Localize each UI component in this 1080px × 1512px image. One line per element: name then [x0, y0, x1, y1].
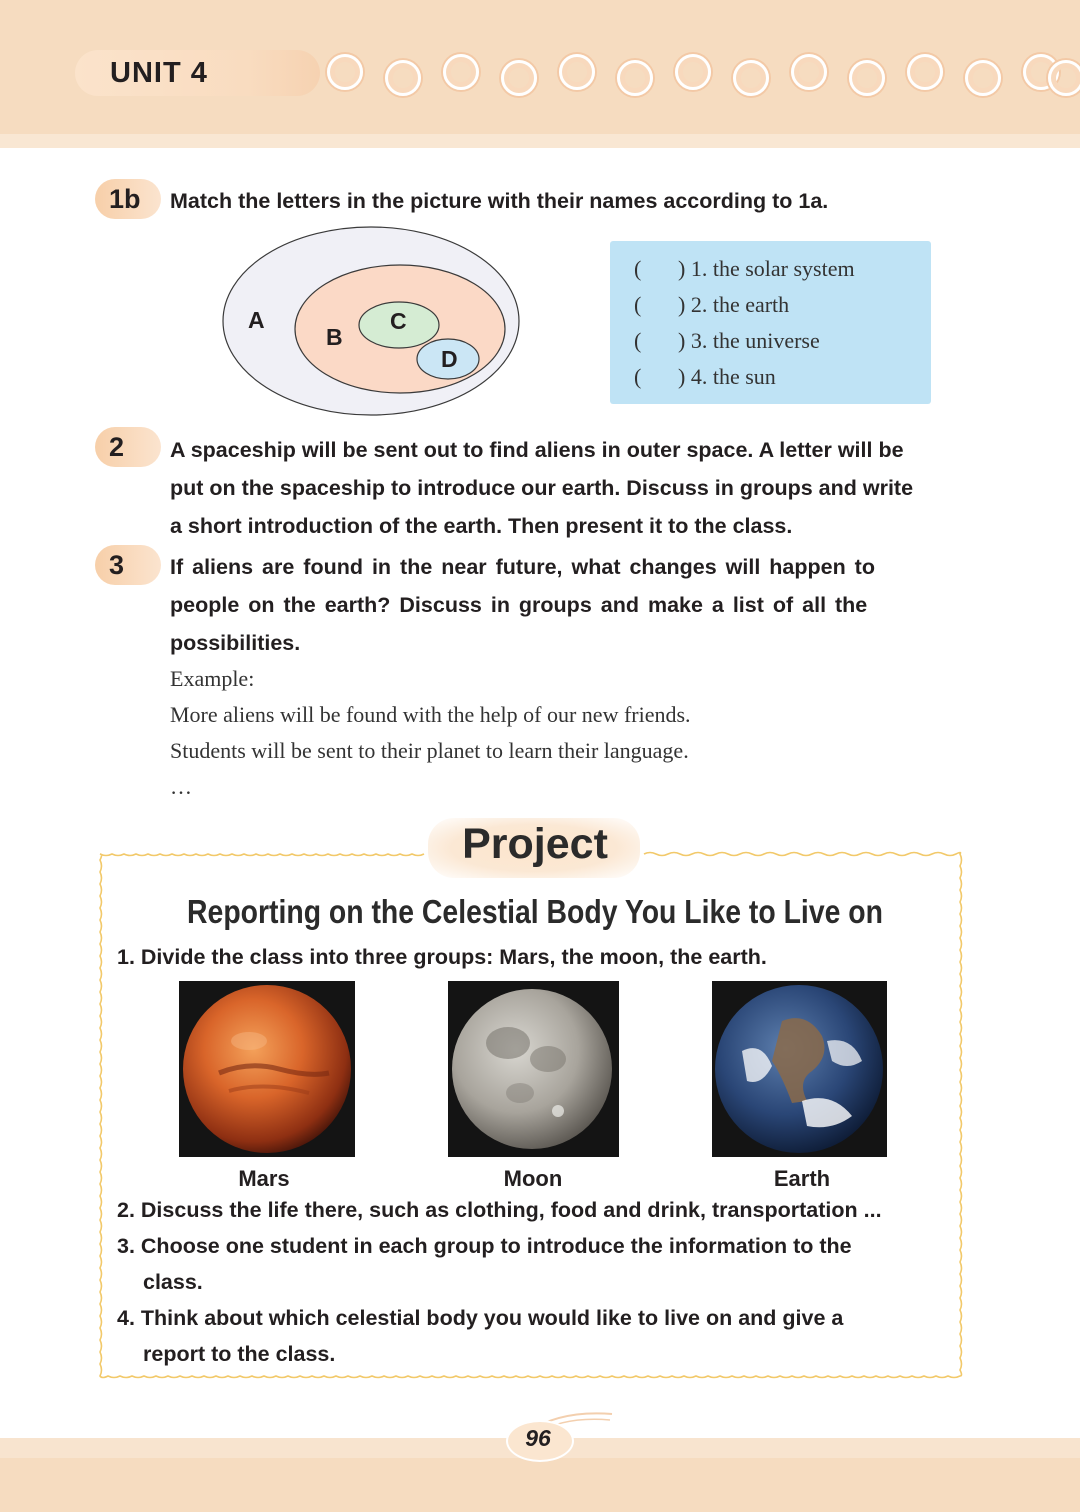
label-a: A	[248, 307, 265, 333]
header-strip	[0, 134, 1080, 148]
section-badge-1b: 1b	[95, 179, 161, 219]
label-b: B	[326, 324, 343, 350]
section-3-line: people on the earth? Discuss in groups and make a list of all the	[170, 593, 868, 617]
project-subtitle: Reporting on the Celestial Body You Like to Live on	[187, 893, 883, 930]
ring-decoration	[907, 54, 943, 90]
project-step-3-cont: class.	[143, 1270, 203, 1294]
mars-icon	[179, 981, 355, 1157]
ring-decoration	[385, 60, 421, 96]
label-c: C	[390, 308, 407, 334]
earth-icon	[712, 981, 887, 1157]
decorative-rings	[0, 0, 1080, 130]
ring-decoration	[849, 60, 885, 96]
section-3-line: possibilities.	[170, 631, 301, 655]
instruction-1b: Match the letters in the picture with their names according to 1a.	[170, 189, 829, 213]
unit-label: UNIT 4	[110, 57, 208, 89]
planet-caption: Earth	[773, 1166, 831, 1191]
section-2-line: put on the spaceship to introduce our earth. Discuss in groups and write	[170, 476, 914, 500]
project-step-2: 2. Discuss the life there, such as clothing, food and drink, transportation ...	[117, 1198, 882, 1222]
match-text: ) 3. the universe	[678, 328, 820, 353]
match-item	[634, 256, 855, 282]
project-step-4-cont: report to the class.	[143, 1342, 336, 1366]
match-item	[634, 328, 820, 354]
answer-paren[interactable]: (	[634, 292, 642, 317]
project-step-1: 1. Divide the class into three groups: Mars, the moon, the earth.	[117, 945, 767, 969]
match-item	[634, 292, 789, 318]
section-2-line: A spaceship will be sent out to find aliens in outer space. A letter will be	[170, 438, 904, 462]
answer-paren[interactable]: (	[634, 364, 642, 389]
match-text: ) 1. the solar system	[678, 256, 855, 281]
section-2-line: a short introduction of the earth. Then present it to the class.	[170, 514, 793, 538]
ring-decoration	[617, 60, 653, 96]
section-3-line: If aliens are found in the near future, what changes will happen to	[170, 555, 875, 579]
ring-decoration	[675, 54, 711, 90]
ring-decoration	[443, 54, 479, 90]
moon-icon	[448, 981, 619, 1157]
example-label: Example:	[170, 666, 255, 691]
label-d: D	[441, 346, 458, 372]
ring-decoration	[501, 60, 537, 96]
page-number: 96	[525, 1425, 551, 1451]
earth-photo	[712, 981, 887, 1157]
ring-decoration	[559, 54, 595, 90]
ring-decoration	[733, 60, 769, 96]
mars-photo	[179, 981, 355, 1157]
planet-caption: Mars	[238, 1166, 290, 1191]
answer-paren[interactable]: (	[634, 256, 642, 281]
example-line: Students will be sent to their planet to learn their language.	[170, 738, 689, 763]
example-ellipsis: …	[170, 774, 192, 799]
project-title: Project	[462, 820, 608, 868]
ring-decoration	[1048, 60, 1080, 96]
moon-photo	[448, 981, 619, 1157]
example-line: More aliens will be found with the help of our new friends.	[170, 702, 691, 727]
project-step-4: 4. Think about which celestial body you would like to live on and give a	[117, 1306, 844, 1330]
nested-ellipse-diagram	[220, 225, 530, 420]
project-step-3: 3. Choose one student in each group to introduce the information to the	[117, 1234, 852, 1258]
section-badge-3: 3	[95, 545, 161, 585]
planet-caption: Moon	[503, 1166, 563, 1191]
match-item	[634, 364, 776, 390]
match-text: ) 4. the sun	[678, 364, 776, 389]
match-text: ) 2. the earth	[678, 292, 790, 317]
ring-decoration	[791, 54, 827, 90]
ring-decoration	[965, 60, 1001, 96]
ring-decoration	[327, 54, 363, 90]
section-badge-2: 2	[95, 427, 161, 467]
answer-paren[interactable]: (	[634, 328, 642, 353]
